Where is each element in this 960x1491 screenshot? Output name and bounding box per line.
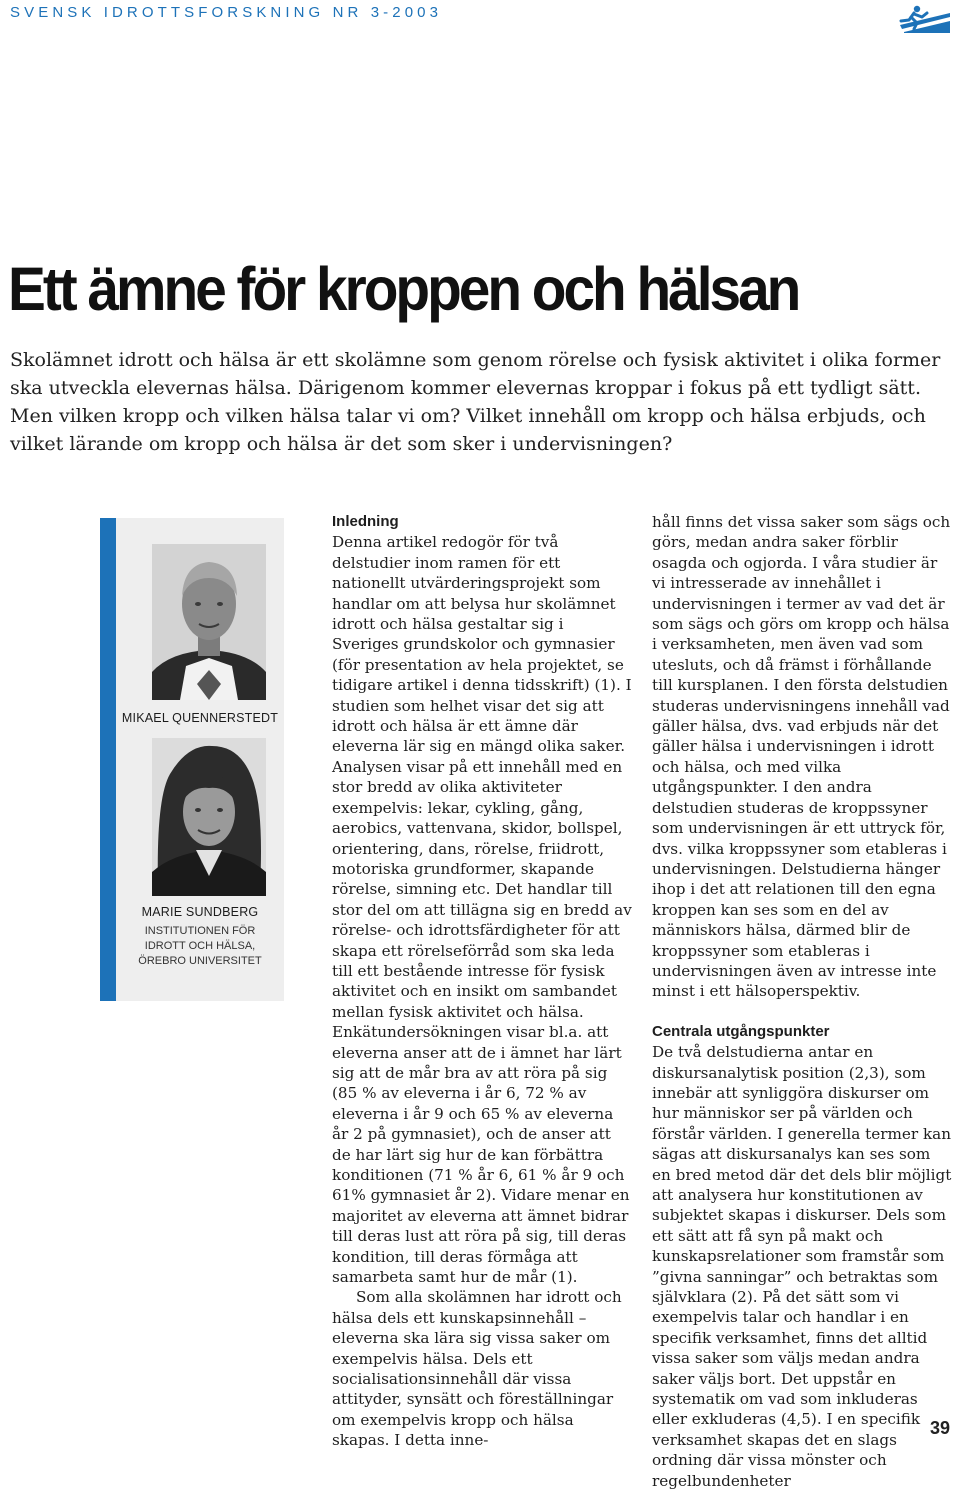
body-column-2	[652, 512, 952, 1491]
body-paragraph: De två delstudierna antar en diskursanalytisk position (2,3), som innebär att synliggöra diskurser om hur människor ser på världen och förstår världen. I generella termer kan sägas att diskursanalys kan ses som en bred metod där det dels blir möjligt att analysera hur konstitutionen av subjektet skapas i diskurser. Dels som ett sätt att få syn på makt och kunskapsrelationer som framstår som ”givna sanningar” och betraktas som självklara (2). På det sätt som vi exempelvis talar och handlar i en specifik verksamhet, finns det alltid vissa saker som väljs medan andra saker väljs bort. Det uppstår en systematik om vad som inkluderas eller exkluderas (4,5). I en specifik verksamhet skapas det en slags ordning där vissa mönster och regelbundenheter	[652, 1043, 952, 1490]
body-column-1	[332, 512, 634, 1451]
author-name-1: MIKAEL QUENNERSTEDT	[121, 711, 279, 725]
body-paragraph: Som alla skolämnen har idrott och hälsa dels ett kunskapsinnehåll – eleverna ska lära sig vissa saker om exempelvis hälsa. Dels ett socialisationsinnehåll där vissa attityder, synsätt och föreställningar om exempelvis kropp och hälsa skapas. I detta inne-	[332, 1288, 622, 1450]
author-photo-2	[152, 738, 266, 896]
article-title: Ett ämne för kroppen och hälsan	[8, 255, 799, 323]
affiliation-line: IDROTT OCH HÄLSA,	[144, 940, 256, 952]
affiliation-line: ÖREBRO UNIVERSITET	[138, 955, 262, 967]
article-lede: Skolämnet idrott och hälsa är ett skolämne som genom rörelse och fysisk aktivitet i olika former ska utveckla elevernas hälsa. Därigenom kommer elevernas kroppar i fokus på ett tydligt sätt. Men vilken kropp och vilken hälsa talar vi om? Vilket innehåll om kropp och hälsa erbjuds, och vilket lärande om kropp och hälsa är det som sker i undervisningen?	[10, 349, 941, 455]
section-heading-utgangspunkter: Centrala utgångspunkter	[652, 1022, 830, 1040]
page-header	[10, 4, 950, 26]
section-heading-inledning: Inledning	[332, 513, 399, 530]
author-name-2: MARIE SUNDBERG	[141, 905, 259, 919]
affiliation-line: INSTITUTIONEN FÖR	[144, 925, 256, 937]
body-paragraph-continued: håll finns det vissa saker som sägs och görs, medan andra saker förblir osagda och ogjorda. I våra studier är vi intresserade av innehållet i undervisningen i termer av vad det är som sägs och görs om kropp och hälsa i verksamheten, men även vad som utesluts, och då främst i förhållande till kursplanen. I den första delstudien studeras undervisningens innehåll vad gäller hälsa, dvs. vad erbjuds när det gäller hälsa i undervisningen i idrott och hälsa, och med vilka utgångspunkter. I den andra delstudien studeras de kroppssyner som undervisningen är ett uttryck för, dvs. vilka kroppssyner som etableras i undervisningen. Delstudierna hänger ihop i det att relationen till den egna kroppen kan ses som en del av människors hälsa, därmed blir de kroppssyner som etableras i undervisningen även av intresse inte minst i ett hälsoperspektiv.	[652, 513, 951, 1001]
author-affiliation	[116, 924, 284, 969]
author-box	[100, 518, 284, 1001]
author-photo-1	[152, 544, 266, 700]
page-number: 39	[929, 1418, 950, 1438]
runner-logo-icon	[890, 4, 950, 34]
journal-name: SVENSK IDROTTSFORSKNING NR 3-2003	[10, 4, 443, 21]
author-box-stripe	[100, 518, 116, 1001]
body-paragraph: Denna artikel redogör för två delstudier inom ramen för ett nationellt utvärderingsprojekt som handlar om att belysa hur skolämnet idrott och hälsa gestaltar sig i Sveriges grundskolor och gymnasier (för presentation av hela projektet, se tidigare artikel i denna tidsskrift) (1). I studien som helhet visar det sig att idrott och hälsa är ett ämne där eleverna lär sig en mängd olika saker. Analysen visar på ett innehåll med en stor bredd av olika aktiviteter exempelvis: lekar, cykling, gång, aerobics, vattenvana, skidor, bollspel, orientering, dans, rörelse, friidrott, motoriska grundformer, skapande rörelse, simning etc. Det handlar till stor del om att tillägna sig en bredd av rörelse- och idrottsfärdigheter för att skapa ett rörelseförråd som ska leda till ett bestående intresse för fysisk aktivitet och en insikt om sambandet mellan fysisk aktivitet och hälsa. Enkätundersökningen visar bl.a. att eleverna anser att de i ämnet har lärt sig att de mår bra av att röra på sig (85 % av eleverna i år 6, 72 % av eleverna i år 9 och 65 % av eleverna år 2 på gymnasiet), och de anser att de har lärt sig hur de kan förbättra konditionen (71 % år 6, 61 % år 9 och 61% gymnasiet år 2). Vidare menar en majoritet av eleverna att ämnet bidrar till deras lust att röra på sig, till deras kondition, till deras förmåga att samarbeta samt hur de mår (1).	[332, 533, 632, 1287]
